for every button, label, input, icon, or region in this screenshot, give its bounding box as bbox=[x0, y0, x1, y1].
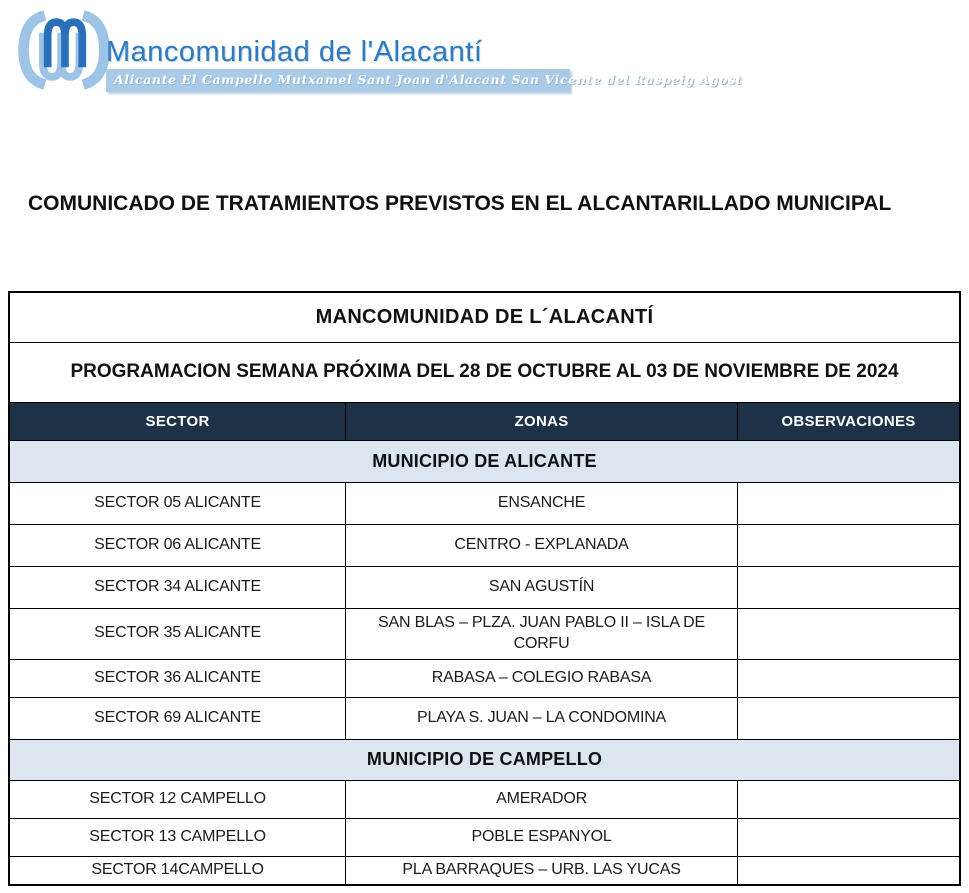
column-header-zonas: ZONAS bbox=[346, 402, 738, 440]
observaciones-cell bbox=[737, 818, 960, 856]
sector-cell: SECTOR 69 ALICANTE bbox=[9, 697, 346, 739]
org-towns-list: Alicante El Campello Mutxamel Sant Joan d'Alacant San Vicente del Raspeig Agost bbox=[114, 72, 743, 87]
treatment-schedule-table bbox=[8, 291, 961, 886]
org-towns-banner bbox=[106, 69, 743, 92]
table-row bbox=[9, 482, 960, 524]
table-row bbox=[9, 524, 960, 566]
observaciones-cell bbox=[737, 482, 960, 524]
column-header-observaciones: OBSERVACIONES bbox=[737, 402, 960, 440]
table-row bbox=[9, 856, 960, 885]
observaciones-cell bbox=[737, 856, 960, 885]
table-subtitle-row bbox=[9, 342, 960, 402]
zona-cell: SAN BLAS – PLZA. JUAN PABLO II – ISLA DE CORFU bbox=[346, 608, 738, 659]
sector-cell: SECTOR 34 ALICANTE bbox=[9, 566, 346, 608]
mancomunidad-logo-icon bbox=[14, 8, 114, 92]
zona-cell: POBLE ESPANYOL bbox=[346, 818, 738, 856]
sector-cell: SECTOR 12 CAMPELLO bbox=[9, 780, 346, 818]
column-header-row bbox=[9, 402, 960, 440]
sector-cell: SECTOR 36 ALICANTE bbox=[9, 659, 346, 697]
table-title-row bbox=[9, 292, 960, 342]
section-title: MUNICIPIO DE CAMPELLO bbox=[9, 739, 960, 780]
observaciones-cell bbox=[737, 780, 960, 818]
observaciones-cell bbox=[737, 608, 960, 659]
sector-cell: SECTOR 35 ALICANTE bbox=[9, 608, 346, 659]
org-name: Mancomunidad de l'Alacantí bbox=[106, 36, 483, 68]
zona-cell: SAN AGUSTÍN bbox=[346, 566, 738, 608]
zona-cell: CENTRO - EXPLANADA bbox=[346, 524, 738, 566]
sector-cell: SECTOR 05 ALICANTE bbox=[9, 482, 346, 524]
observaciones-cell bbox=[737, 566, 960, 608]
document-title: COMUNICADO DE TRATAMIENTOS PREVISTOS EN EL ALCANTARILLADO MUNICIPAL bbox=[28, 192, 892, 215]
zona-cell: AMERADOR bbox=[346, 780, 738, 818]
table-row bbox=[9, 697, 960, 739]
section-header-alicante bbox=[9, 440, 960, 482]
org-logo bbox=[14, 6, 743, 96]
section-title: MUNICIPIO DE ALICANTE bbox=[9, 440, 960, 482]
sector-cell: SECTOR 14CAMPELLO bbox=[9, 856, 346, 885]
sector-cell: SECTOR 06 ALICANTE bbox=[9, 524, 346, 566]
observaciones-cell bbox=[737, 697, 960, 739]
observaciones-cell bbox=[737, 524, 960, 566]
zona-cell: ENSANCHE bbox=[346, 482, 738, 524]
sector-cell: SECTOR 13 CAMPELLO bbox=[9, 818, 346, 856]
table-title: MANCOMUNIDAD DE L´ALACANTÍ bbox=[9, 292, 960, 342]
table-subtitle: PROGRAMACION SEMANA PRÓXIMA DEL 28 DE OCTUBRE AL 03 DE NOVIEMBRE DE 2024 bbox=[9, 342, 960, 402]
zona-cell: PLA BARRAQUES – URB. LAS YUCAS bbox=[346, 856, 738, 885]
section-header-campello bbox=[9, 739, 960, 780]
table-row bbox=[9, 818, 960, 856]
zona-cell: RABASA – COLEGIO RABASA bbox=[346, 659, 738, 697]
table-row bbox=[9, 780, 960, 818]
table-row bbox=[9, 659, 960, 697]
column-header-sector: SECTOR bbox=[9, 402, 346, 440]
zona-cell: PLAYA S. JUAN – LA CONDOMINA bbox=[346, 697, 738, 739]
table-row bbox=[9, 608, 960, 659]
observaciones-cell bbox=[737, 659, 960, 697]
table-row bbox=[9, 566, 960, 608]
